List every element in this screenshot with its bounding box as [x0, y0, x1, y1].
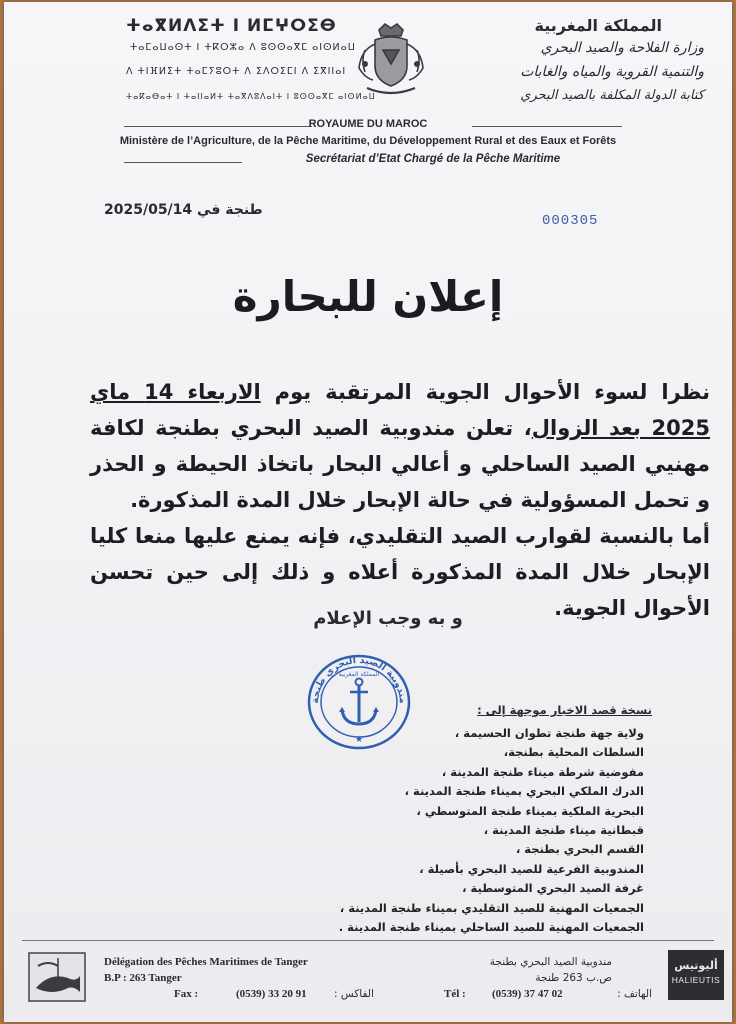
- footer-tel-label: Tél :: [444, 988, 466, 1000]
- footer-divider: [22, 940, 714, 941]
- footer-bp-fr: B.P : 263 Tanger: [104, 972, 182, 984]
- cc-list-item: مفوضية شرطة ميناء طنجة المدينة ،: [441, 764, 644, 779]
- page-title: إعلان للبحارة: [232, 272, 504, 321]
- cc-list-item: الجمعيات المهنية للصيد التقليدي بميناء طنجة المدينة ،: [339, 900, 644, 915]
- cc-list-item: الجمعيات المهنية للصيد الساحلي بميناء طنجة المدينة .: [338, 919, 644, 934]
- cc-list-item: المندوبية الفرعية للصيد البحري بأصيلة ،: [419, 861, 644, 876]
- announcement-body: [90, 374, 710, 626]
- stamp-outer-text: مندوبية الصيد البحري طنجة: [309, 654, 409, 704]
- paragraph-1-lead: نظرا لسوء الأحوال الجوية المرتقبة يوم: [260, 380, 710, 404]
- halieutis-logo: [668, 950, 724, 1000]
- paragraph-1-date: الاربعاء 14 ماي 2025 بعد الزوال: [90, 380, 710, 440]
- footer-tel-label-ar: الهاتف :: [617, 988, 652, 1000]
- fish-logo-icon: [28, 952, 86, 1002]
- cc-list-item: قبطانية ميناء طنجة المدينة ،: [483, 822, 644, 837]
- footer-fax-label-ar: الفاكس :: [334, 988, 374, 1000]
- coat-of-arms-icon: [351, 20, 431, 102]
- footer-tel-number: (0539) 37 47 02: [492, 988, 563, 1000]
- footer-bp-ar: ص.ب 263 طنجة: [535, 972, 612, 984]
- arabic-ministry-line-2: والتنمية القروية والمياه والغابات: [520, 64, 704, 80]
- cc-list-item: الدرك الملكي البحري بميناء طنجة المدينة ،: [404, 784, 644, 799]
- footer-delegation-ar: مندوبية الصيد البحري بطنجة: [489, 956, 612, 968]
- paragraph-1: [90, 374, 710, 518]
- arabic-ministry-line-1: وزارة الفلاحة والصيد البحري: [540, 40, 704, 56]
- kingdom-fr: ROYAUME DU MAROC: [308, 118, 428, 130]
- secretariat-fr: Secrétariat d’Etat Chargé de la Pêche Maritime: [305, 153, 561, 165]
- cc-list-item: ولاية جهة طنجة تطوان الحسيمة ،: [454, 726, 644, 740]
- tifinagh-line-3: ⴷ ⵜⵏⴼⵍⵉⵜ ⵜⴰⵎⵢⵓⵔⵜ ⴷ ⵉⴷⵔⵉⵎⵏ ⴷ ⵉⴳⵏⵏⴰⵏ: [126, 66, 347, 77]
- footer-delegation-fr: Délégation des Pêches Maritimes de Tanger: [104, 956, 308, 968]
- reference-number: 000305: [542, 213, 599, 229]
- date-line: طنجة في 2025/05/14: [104, 202, 263, 218]
- footer-fax-number: (0539) 33 20 91: [236, 988, 307, 1000]
- halieutis-logo-ar: أليوتيس: [674, 959, 718, 972]
- tifinagh-line-4: ⵜⴰⴽⴰⴱⴰⵜ ⵏ ⵜⴰⵏⵏⴰⵍⵜ ⵜⴰⴳⴷⵓⴷⴰⵏⵜ ⵏ ⵓⵙⵙⴰⴳⵎ ⴰⵏⵙⵍⴰⵡ: [126, 92, 376, 101]
- closing-line: و به وجب الإعلام: [313, 608, 463, 629]
- svg-text:★: ★: [354, 735, 364, 745]
- cc-heading: نسخة قصد الاخبار موجهة إلى :: [477, 703, 652, 717]
- cc-list-item: السلطات المحلية بطنجة،: [503, 745, 644, 760]
- cc-list-item: غرفة الصيد البحري المتوسطية ،: [462, 881, 644, 896]
- arabic-secretariat: كتابة الدولة المكلفة بالصيد البحري: [520, 88, 704, 103]
- ministry-fr: Ministère de l’Agriculture, de la Pêche Maritime, du Développement Rural et des Eaux et Forêts: [119, 135, 617, 147]
- tifinagh-kingdom: ⵜⴰⴳⵍⴷⵉⵜ ⵏ ⵍⵎⵖⵔⵉⴱ: [126, 16, 337, 36]
- arabic-kingdom: المملكة المغربية: [534, 16, 662, 35]
- cc-list-item: البحرية الملكية بميناء طنجة المتوسطي ،: [416, 803, 644, 818]
- halieutis-logo-latin: HALIEUTIS: [671, 975, 721, 985]
- cc-list-item: القسم البحري بطنجة ،: [515, 842, 644, 857]
- tifinagh-line-2: ⵜⴰⵎⴰⵡⴰⵙⵜ ⵏ ⵜⴽⵔⵣⴰ ⴷ ⵓⵙⵙⴰⴳⵎ ⴰⵏⵙⵍⴰⵡ: [130, 42, 356, 53]
- cc-list: [338, 724, 644, 937]
- paragraph-1-rest: ، تعلن مندوبية الصيد البحري بطنجة لكافة مهنيي الصيد الساحلي و أعالي البحار باتخاذ الحيطة و الحذر و تحمل المسؤولية في حالة الإبحار خلال المدة المذكورة.: [90, 416, 710, 512]
- footer-fax-label: Fax :: [174, 988, 199, 1000]
- divider-left-2: [124, 162, 242, 163]
- stamp-inner-text: المملكة المغربية: [338, 671, 380, 678]
- anchor-icon: [339, 679, 379, 725]
- document-page: [4, 2, 732, 1022]
- paragraph-2: أما بالنسبة لقوارب الصيد التقليدي، فإنه يمنع عليها منعا كليا الإبحار خلال المدة المذكورة أعلاه و ذلك إلى حين تحسن الأحوال الجوية.: [90, 524, 710, 620]
